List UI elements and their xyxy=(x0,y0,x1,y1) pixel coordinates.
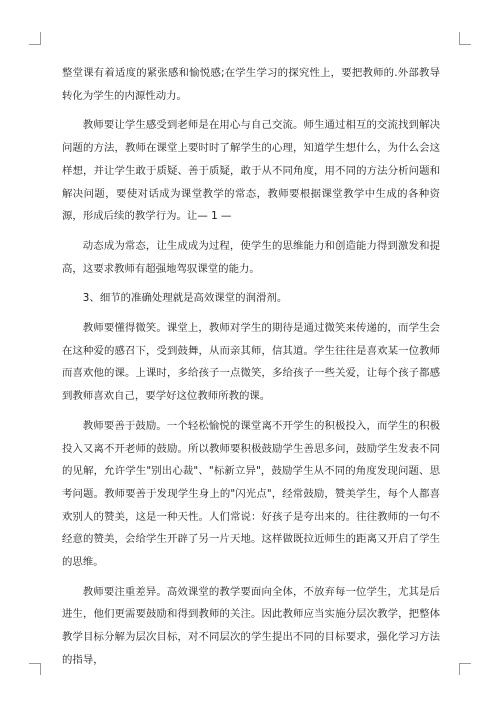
section-heading: 3、细节的准确处理就是高效课堂的润滑剂。 xyxy=(82,292,288,305)
crop-mark-bottom-right-horizontal xyxy=(459,663,471,664)
paragraph-gap xyxy=(62,310,440,317)
paragraph: 整堂课有着适度的紧张感和愉悦感;在学生学习的探究性上，要把教师的.外部教导转化为学生的内源性动力。 xyxy=(62,67,440,102)
paragraph: 教师要懂得微笑。课堂上，教师对学生的期待是通过微笑来传递的，而学生会在这种爱的感召下，受到鼓舞，从而亲其师，信其道。学生往往是喜欢某一位教师而喜欢他的课。上课时，多给孩子一点微笑，多给孩子一些关爱，让每个孩子都感到教师喜欢自己，要学好这位教师所教的课。 xyxy=(62,322,440,403)
paragraph-gap xyxy=(62,107,440,114)
paragraph-gap xyxy=(62,280,440,287)
crop-mark-top-right-horizontal xyxy=(459,44,471,45)
paragraph: 教师要注重差异。高效课堂的教学要面向全体，不放弃每一位学生，尤其是后进生，他们更需要鼓励和得到教师的关注。因此教师应当实施分层次教学，把整体教学目标分解为层次目标，对不同层次的学生提出不同的目标要求，强化学习方法的指导， xyxy=(62,585,440,666)
paragraph-gap xyxy=(62,408,440,415)
paragraph-gap xyxy=(62,228,440,235)
crop-mark-top-left-vertical xyxy=(40,32,41,44)
crop-mark-bottom-left-vertical xyxy=(40,663,41,675)
document-body xyxy=(62,62,440,672)
paragraph: 教师要让学生感受到老师是在用心与自己交流。师生通过相互的交流找到解决问题的方法，教师在课堂上要时时了解学生的心理，知道学生想什么，为什么会这样想，并让学生敢于质疑、善于质疑，敢于从不同角度，用不同的方法分析问题和解决问题，要使对话成为课堂教学的常态，教师要根据课堂教学中生成的各种资源，形成后续的教学行为。让— 1 — xyxy=(62,119,440,223)
crop-mark-top-left-horizontal xyxy=(29,44,41,45)
paragraph-gap xyxy=(62,574,440,581)
crop-mark-top-right-vertical xyxy=(459,32,460,44)
crop-mark-bottom-right-vertical xyxy=(459,663,460,675)
paragraph: 动态成为常态，让生成成为过程，使学生的思维能力和创造能力得到激发和提高，这要求教师有超强地驾驭课堂的能力。 xyxy=(62,239,440,275)
paragraph: 教师要善于鼓励。一个轻松愉悦的课堂离不开学生的积极投入，而学生的积极投入又离不开老师的鼓励。所以教师要积极鼓励学生善思多问，鼓励学生发表不同的见解，允许学生"别出心裁"、"标新立异"，鼓励学生从不同的角度发现问题、思考问题。教师要善于发现学生身上的"闪光点"，经常鼓励，赞美学生，每个人都喜欢别人的赞美，这是一种天性。人们常说：好孩子是夸出来的。往往教师的一句不经意的赞美，会给学生开辟了另一片天地。这样做既拉近师生的距离又开启了学生的思维。 xyxy=(62,419,440,569)
